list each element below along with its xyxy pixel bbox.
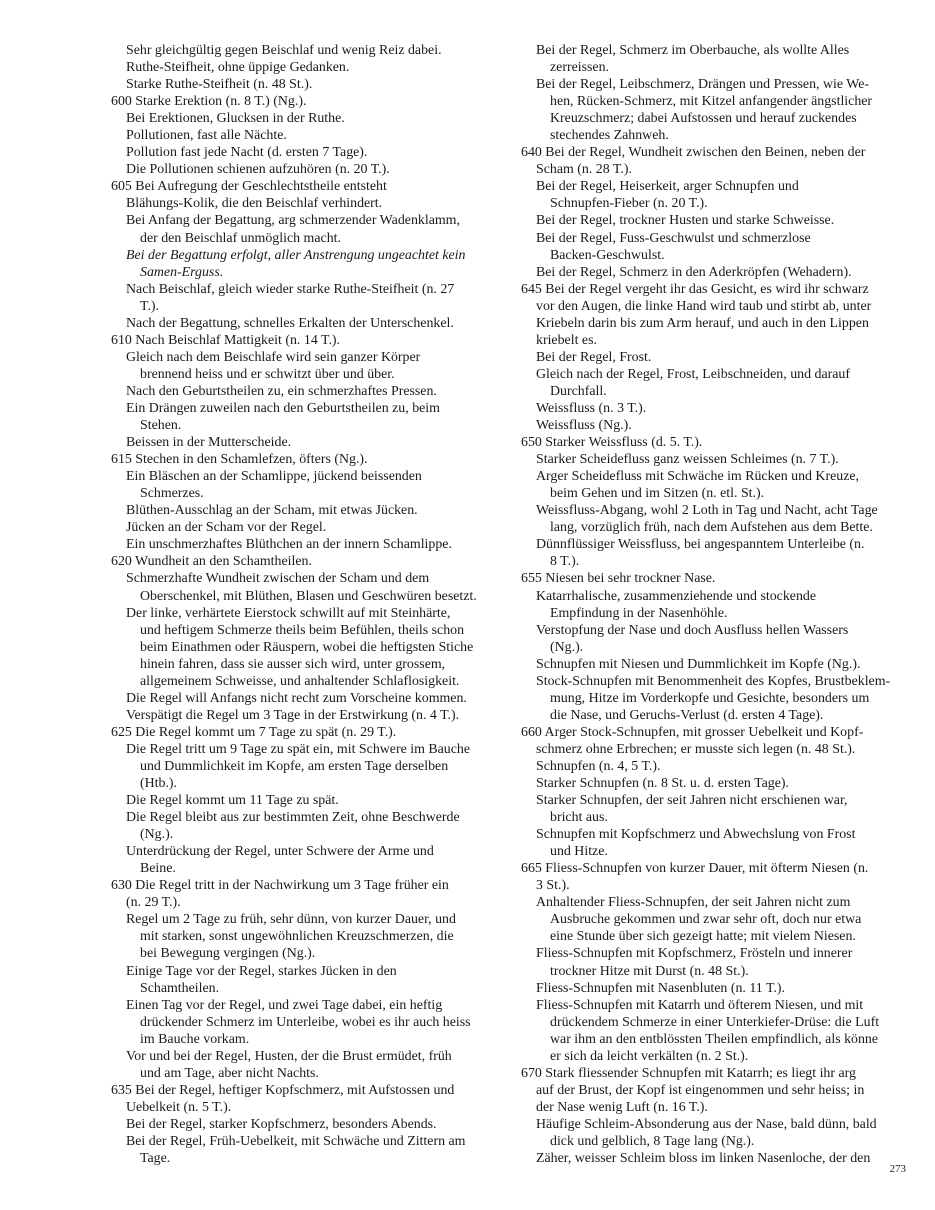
text-line: Empfindung in der Nasenhöhle. [550,605,728,621]
text-line: Stehen. [140,418,182,434]
text-line: Bei Erektionen, Glucksen in der Ruthe. [126,111,345,127]
text-line: Schnupfen-Fieber (n. 20 T.). [550,196,708,212]
text-line: Einige Tage vor der Regel, starkes Jücken in den [126,963,397,979]
text-line: kriebelt es. [536,332,597,348]
text-line: 640 Bei der Regel, Wundheit zwischen den Beinen, neben der [521,145,866,161]
text-line: Fliess-Schnupfen mit Katarrh und öfterem Niesen, und mit [536,997,864,1013]
text-line: bei Bewegung vergingen (Ng.). [140,946,316,962]
text-line: und heftigem Schmerze theils beim Befühlen, theils schon [140,622,465,638]
text-line: Bei der Regel, Frost. [536,349,652,365]
text-line: Blüthen-Ausschlag an der Scham, mit etwas Jücken. [126,503,418,519]
text-line: drückender Schmerz im Unterleibe, wobei es ihr auch heiss [140,1014,471,1030]
text-line: Der linke, verhärtete Eierstock schwillt auf mit Steinhärte, [126,605,451,621]
text-line: beim Einathmen oder Räuspern, wobei die heftigsten Stiche [140,639,474,655]
text-line: Bei der Regel, Schmerz im Oberbauche, als wollte Alles [536,43,850,58]
right-column [521,42,906,1167]
text-line: trockner Hitze mit Durst (n. 48 St.). [550,963,749,979]
text-line: Weissfluss-Abgang, wohl 2 Loth in Tag und Nacht, acht Tage [536,503,878,519]
left-column [111,42,497,1167]
text-line: Durchfall. [550,383,607,399]
text-line: Dünnflüssiger Weissfluss, bei angespanntem Unterleibe (n. [536,537,865,553]
text-line: Gleich nach der Regel, Frost, Leibschneiden, und darauf [536,366,850,382]
text-line: mit starken, sonst ungewöhnlichen Kreuzschmerzen, die [140,929,454,945]
text-line: Bei der Regel, Früh-Uebelkeit, mit Schwäche und Zittern am [126,1134,466,1149]
text-line: 610 Nach Beischlaf Mattigkeit (n. 14 T.). [111,332,341,348]
text-line: Starker Scheidefluss ganz weissen Schleimes (n. 7 T.). [536,452,839,468]
text-line: Nach den Geburtstheilen zu, ein schmerzhaftes Pressen. [126,383,437,399]
text-line: Bei der Regel, Schmerz in den Aderkröpfen (Wehadern). [536,264,852,280]
text-line: eine Stunde über sich gezeigt hatte; mit vielem Niesen. [550,929,856,945]
text-line: Die Pollutionen schienen aufzuhören (n. 20 T.). [126,162,390,178]
text-line: Anhaltender Fliess-Schnupfen, der seit Jahren nicht zum [536,895,851,911]
text-line: und Dummlichkeit im Kopfe, am ersten Tage derselben [140,758,449,774]
text-line: 645 Bei der Regel vergeht ihr das Gesicht, es wird ihr schwarz [521,281,869,297]
text-line: Kriebeln darin bis zum Arm herauf, und auch in den Lippen [536,315,869,331]
text-line: Zäher, weisser Schleim bloss im linken Nasenloche, der den [536,1151,871,1167]
text-line: Die Regel tritt um 9 Tage zu spät ein, mit Schwere im Bauche [126,741,471,757]
text-line: Ruthe-Steifheit, ohne üppige Gedanken. [126,60,350,76]
text-line: Bei der Regel, Heiserkeit, arger Schnupfen und [536,179,799,195]
text-line: Verstopfung der Nase und doch Ausfluss hellen Wassers [536,622,849,638]
text-line: Tage. [140,1151,171,1167]
text-line: (Ng.). [140,827,174,843]
text-line: Nach Beischlaf, gleich wieder starke Ruthe-Steifheit (n. 27 [126,281,455,297]
text-line: Häufige Schleim-Absonderung aus der Nase, bald dünn, bald [536,1116,877,1132]
text-line: Bei Anfang der Begattung, arg schmerzender Wadenklamm, [126,213,460,229]
text-line: schmerz ohne Erbrechen; er musste sich legen (n. 48 St.). [536,741,856,757]
text-line: 670 Stark fliessender Schnupfen mit Katarrh; es liegt ihr arg [521,1065,856,1081]
text-line: vor den Augen, die linke Hand wird taub und stirbt ab, unter [536,298,872,314]
text-line: brennend heiss und er schwitzt über und über. [140,366,395,382]
text-line: Samen-Erguss. [140,264,224,280]
text-line: 620 Wundheit an den Schamtheilen. [111,554,312,570]
text-line: bricht aus. [550,810,608,826]
text-line: Pollution fast jede Nacht (d. ersten 7 Tage). [126,145,368,161]
text-line: T.). [140,298,160,314]
text-line: Bei der Begattung erfolgt, aller Anstrengung ungeachtet kein [126,247,466,263]
text-line: 615 Stechen in den Schamlefzen, öfters (Ng.). [111,452,368,468]
text-line: Die Regel bleibt aus zur bestimmten Zeit, ohne Beschwerde [126,810,460,826]
text-line: mung, Hitze im Vorderkopfe und Gesichte, besonders um [550,690,870,706]
text-line: 635 Bei der Regel, heftiger Kopfschmerz, mit Aufstossen und [111,1082,455,1098]
text-line: Fliess-Schnupfen mit Kopfschmerz, Frösteln und innerer [536,946,853,962]
text-line: der den Beischlaf unmöglich macht. [140,230,341,246]
text-line: zerreissen. [550,60,610,76]
text-line: 630 Die Regel tritt in der Nachwirkung um 3 Tage früher ein [111,878,449,894]
text-line: Einen Tag vor der Regel, und zwei Tage dabei, ein heftig [126,997,443,1013]
text-line: Blähungs-Kolik, die den Beischlaf verhindert. [126,196,383,212]
text-line: Pollutionen, fast alle Nächte. [126,128,287,144]
text-line: Ein Bläschen an der Schamlippe, jückend beissenden [126,469,422,485]
text-line: Backen-Geschwulst. [550,247,665,263]
text-line: (Htb.). [140,776,178,792]
text-line: (n. 29 T.). [126,895,181,911]
text-line: Starker Schnupfen (n. 8 St. u. d. ersten Tage). [536,776,789,792]
text-line: 650 Starker Weissfluss (d. 5. T.). [521,435,703,451]
text-line: Weissfluss (Ng.). [536,418,632,434]
text-line: und am Tage, aber nicht Nachts. [140,1065,319,1081]
text-line: Die Regel will Anfangs nicht recht zum Vorscheine kommen. [126,690,467,706]
text-line: Jücken an der Scham vor der Regel. [126,520,327,536]
text-line: Ein Drängen zuweilen nach den Geburtstheilen zu, beim [126,400,440,416]
text-line: Stock-Schnupfen mit Benommenheit des Kopfes, Brustbeklem- [536,673,891,689]
text-line: auf der Brust, der Kopf ist eingenommen und sehr heiss; in [536,1082,865,1098]
text-line: 660 Arger Stock-Schnupfen, mit grosser Uebelkeit und Kopf- [521,724,864,740]
text-line: beim Gehen und im Sitzen (n. etl. St.). [550,486,765,502]
text-line: Bei der Regel, trockner Husten und starke Schweisse. [536,213,835,229]
text-line: Oberschenkel, mit Blüthen, Blasen und Geschwüren besetzt. [140,588,477,604]
text-line: war ihm an den entblössten Theilen empfindlich, als könne [550,1031,879,1047]
text-line: Beissen in der Mutterscheide. [126,435,292,451]
text-line: allgemeinem Schweisse, und anhaltender Schlaflosigkeit. [140,673,460,689]
text-line: Scham (n. 28 T.). [536,162,632,178]
text-line: 605 Bei Aufregung der Geschlechtstheile entsteht [111,179,387,195]
text-line: Katarrhalische, zusammenziehende und stockende [536,588,817,604]
text-line: 625 Die Regel kommt um 7 Tage zu spät (n. 29 T.). [111,724,397,740]
text-line: im Bauche vorkam. [140,1031,250,1047]
text-line: Schamtheilen. [140,980,220,996]
text-line: Starke Ruthe-Steifheit (n. 48 St.). [126,77,313,93]
text-line: Bei der Regel, Leibschmerz, Drängen und Pressen, wie We- [536,77,870,93]
text-line: Schnupfen mit Niesen und Dummlichkeit im Kopfe (Ng.). [536,656,861,672]
text-line: 665 Fliess-Schnupfen von kurzer Dauer, mit öfterm Niesen (n. [521,861,869,877]
text-line: Die Regel kommt um 11 Tage zu spät. [126,793,339,809]
text-line: stechendes Zahnweh. [550,128,669,144]
text-line: der Nase wenig Luft (n. 16 T.). [536,1099,708,1115]
text-line: er sich da leicht verkälten (n. 2 St.). [550,1048,749,1064]
text-line: Fliess-Schnupfen mit Nasenbluten (n. 11 T.). [536,980,785,996]
text-line: Sehr gleichgültig gegen Beischlaf und wenig Reiz dabei. [126,43,442,58]
text-line: Regel um 2 Tage zu früh, sehr dünn, von kurzer Dauer, und [126,912,456,928]
text-line: Gleich nach dem Beischlafe wird sein ganzer Körper [126,349,421,365]
text-line: Ein unschmerzhaftes Blüthchen an der innern Schamlippe. [126,537,452,553]
text-line: Schnupfen mit Kopfschmerz und Abwechslung von Frost [536,827,856,843]
text-line: drückendem Schmerze in einer Unterkiefer-Drüse: die Luft [550,1014,880,1030]
text-line: (Ng.). [550,639,584,655]
text-line: dick und gelblich, 8 Tage lang (Ng.). [550,1134,755,1149]
text-line: 655 Niesen bei sehr trockner Nase. [521,571,716,587]
text-line: 3 St.). [536,878,570,894]
text-line: lang, vorzüglich früh, nach dem Aufstehen aus dem Bette. [550,520,873,536]
text-line: die Nase, und Geruchs-Verlust (d. ersten 4 Tage). [550,707,824,723]
text-line: Unterdrückung der Regel, unter Schwere der Arme und [126,844,434,860]
text-line: 8 T.). [550,554,580,570]
text-line: 600 Starke Erektion (n. 8 T.) (Ng.). [111,94,307,110]
text-line: hinein fahren, dass sie ausser sich wird, unter grossem, [140,656,446,672]
text-line: Weissfluss (n. 3 T.). [536,400,647,416]
text-line: hen, Rücken-Schmerz, mit Kitzel anfangender ängstlicher [550,94,873,110]
text-line: Vor und bei der Regel, Husten, der die Brust ermüdet, früh [126,1048,452,1064]
text-line: Schmerzhafte Wundheit zwischen der Scham und dem [126,571,430,587]
page-number: 273 [889,1163,906,1175]
text-line: Bei der Regel, starker Kopfschmerz, besonders Abends. [126,1116,437,1132]
text-line: Ausbruche gekommen und zwar sehr oft, doch nur etwa [550,912,862,928]
text-line: Beine. [140,861,176,877]
text-line: Schmerzes. [140,486,204,502]
text-line: Nach der Begattung, schnelles Erkalten der Unterschenkel. [126,315,454,331]
text-line: Kreuzschmerz; dabei Aufstossen und herauf zuckendes [550,111,857,127]
text-line: Bei der Regel, Fuss-Geschwulst und schmerzlose [536,230,811,246]
text-line: Uebelkeit (n. 5 T.). [126,1099,232,1115]
text-line: Starker Schnupfen, der seit Jahren nicht erschienen war, [536,793,848,809]
text-line: Verspätigt die Regel um 3 Tage in der Erstwirkung (n. 4 T.). [126,707,460,723]
text-line: und Hitze. [550,844,608,860]
text-line: Schnupfen (n. 4, 5 T.). [536,758,661,774]
text-line: Arger Scheidefluss mit Schwäche im Rücken und Kreuze, [536,469,859,485]
